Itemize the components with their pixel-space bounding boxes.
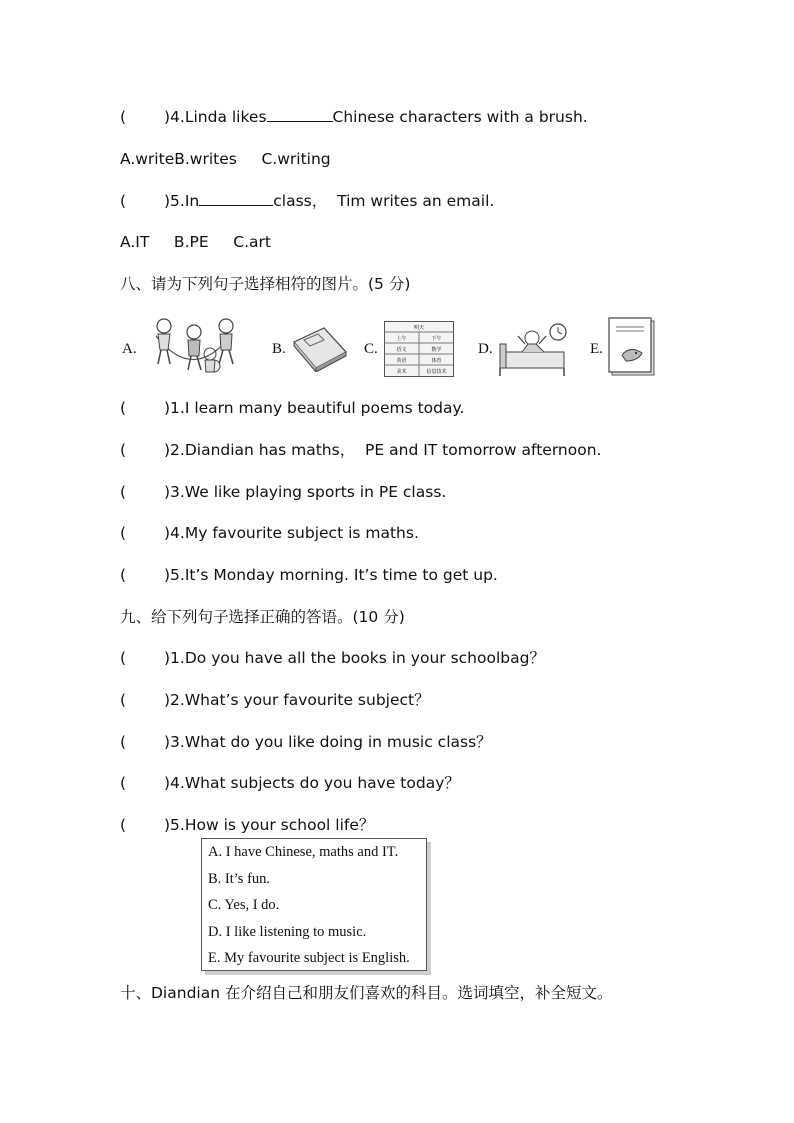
q9-item-1 [120, 648, 545, 668]
sentence: We like playing sports in PE class. [184, 483, 447, 501]
q9-item-2 [120, 690, 430, 710]
answer-paren[interactable]: ( [120, 108, 127, 126]
timetable-cell: 信息技术 [426, 369, 447, 375]
answer-option: E. My favourite subject is English. [208, 950, 410, 966]
picture-label-c: C. [364, 341, 378, 357]
q9-heading: 九、给下列句子选择正确的答语。(10 分) [120, 608, 405, 626]
sentence: It’s Monday morning. It’s time to get up. [184, 566, 498, 584]
item-number: )4. [164, 524, 185, 542]
q9-item-3 [120, 732, 492, 752]
q8-item-4 [120, 523, 419, 543]
item-number: )2. [164, 691, 185, 709]
item-number: )1. [164, 649, 185, 667]
answer-paren[interactable]: ( [120, 566, 127, 584]
picture-label-a: A. [122, 341, 137, 357]
sentence-part: Chinese characters with a brush. [332, 108, 588, 126]
timetable-head: 下午 [431, 336, 442, 342]
sentence: Diandian has maths， PE and IT tomorrow afternoon. [184, 441, 602, 459]
sentence: What subjects do you have today？ [184, 774, 460, 792]
timetable-cell: 美术 [396, 369, 407, 375]
q10-heading: 十、Diandian 在介绍自己和朋友们喜欢的科目。选词填空，补全短文。 [120, 984, 613, 1002]
answer-paren[interactable]: ( [120, 483, 127, 501]
picture-label-b: B. [272, 341, 286, 357]
sentence: I learn many beautiful poems today. [184, 399, 465, 417]
answer-options-box [201, 838, 427, 971]
q8-heading: 八、请为下列句子选择相符的图片。(5 分) [120, 275, 411, 293]
picture-label-d: D. [478, 341, 493, 357]
answer-option: D. I like listening to music. [208, 923, 367, 940]
answer-paren[interactable]: ( [120, 691, 127, 709]
item-number: )3. [164, 733, 185, 751]
fill-blank[interactable] [199, 191, 273, 206]
q8-item-1 [120, 398, 464, 418]
sentence-part: Linda likes [184, 108, 267, 126]
girl-waking-up-icon [498, 322, 568, 378]
answer-paren[interactable]: ( [120, 774, 127, 792]
book-icon [290, 322, 350, 372]
q7-item-5-options: A.IT B.PE C.art [120, 233, 271, 251]
answer-paren[interactable]: ( [120, 733, 127, 751]
timetable-cell: 语文 [396, 347, 407, 353]
sentence: What do you like doing in music class？ [184, 733, 492, 751]
q7-item-5 [120, 191, 494, 211]
answer-option: A. I have Chinese, maths and IT. [208, 844, 399, 860]
item-number: )3. [164, 483, 185, 501]
timetable-title: 明天 [413, 325, 425, 331]
item-number: )5. [164, 816, 185, 834]
sentence: How is your school life？ [184, 816, 375, 834]
item-number: )4. [164, 774, 185, 792]
timetable-cell: 数学 [431, 347, 442, 353]
q8-item-5 [120, 565, 498, 585]
q9-item-4 [120, 773, 460, 793]
sentence-part: class， Tim writes an email. [273, 192, 495, 210]
answer-paren[interactable]: ( [120, 649, 127, 667]
item-number: )5. [164, 566, 185, 584]
children-skipping-rope-icon [144, 314, 244, 378]
answer-paren[interactable]: ( [120, 399, 127, 417]
q7-item-4 [120, 107, 588, 127]
answer-option: C. Yes, I do. [208, 897, 280, 913]
answer-paren[interactable]: ( [120, 192, 127, 210]
timetable-head: 上午 [396, 336, 407, 342]
item-number: )1. [164, 399, 185, 417]
picture-row [120, 314, 660, 380]
q8-item-2 [120, 440, 601, 460]
item-number: )5. [164, 192, 185, 210]
timetable-cell: 英语 [396, 358, 407, 364]
q7-item-4-options: A.writeB.writes C.writing [120, 150, 331, 168]
item-number: )2. [164, 441, 185, 459]
q8-item-3 [120, 482, 446, 502]
timetable-cell: 体育 [431, 358, 442, 364]
q9-item-5 [120, 815, 374, 835]
answer-paren[interactable]: ( [120, 441, 127, 459]
item-number: )4. [164, 108, 185, 126]
timetable-icon [384, 321, 454, 377]
answer-paren[interactable]: ( [120, 816, 127, 834]
sentence: My favourite subject is maths. [184, 524, 419, 542]
sentence: Do you have all the books in your schoolbag？ [184, 649, 545, 667]
sentence: What’s your favourite subject？ [184, 691, 430, 709]
poem-book-icon [608, 317, 658, 377]
picture-label-e: E. [590, 341, 603, 357]
sentence-part: In [184, 192, 200, 210]
answer-option: B. It’s fun. [208, 870, 271, 887]
answer-paren[interactable]: ( [120, 524, 127, 542]
fill-blank[interactable] [267, 107, 333, 122]
